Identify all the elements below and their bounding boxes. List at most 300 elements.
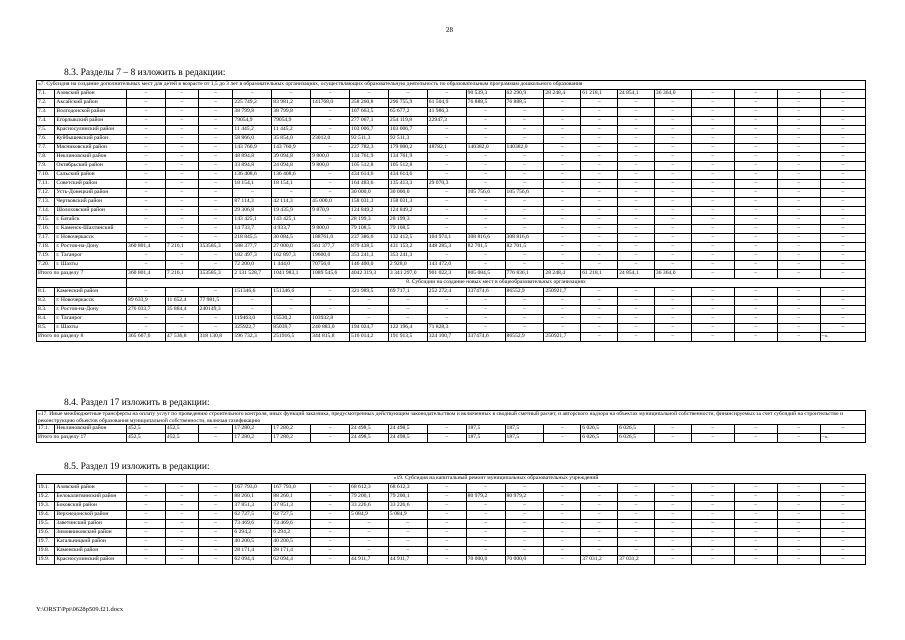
value-cell: – xyxy=(777,234,820,243)
total-value-cell: 28 248,4 xyxy=(544,270,581,279)
value-cell: 72 200,0 xyxy=(233,261,272,270)
value-cell: – xyxy=(198,153,233,162)
value-cell: – xyxy=(820,511,865,520)
value-cell: – xyxy=(691,529,734,538)
value-cell: 9 800,0 xyxy=(311,153,350,162)
value-cell: – xyxy=(691,556,734,565)
section-header-cell: «7. Субсидия на создание дополнительных мест для детей в возрасте от 1,5 до 3 лет в образовательных организациях, осуществляющих образовательную деятельность по образовательным программам дошкольного образования xyxy=(37,81,866,90)
value-cell: – xyxy=(544,493,581,502)
value-cell: – xyxy=(165,153,198,162)
value-cell: – xyxy=(544,520,581,529)
value-cell: 90 539,3 xyxy=(466,90,505,99)
value-cell: – xyxy=(691,99,734,108)
table-section-19 xyxy=(36,474,866,565)
value-cell: – xyxy=(350,90,389,99)
value-cell: – xyxy=(734,90,777,99)
footer-file-path: Y:\ORST\Ppi\0628p509.f21.docx xyxy=(36,606,124,613)
section-header-cell: «19. Субсидия на капитальный ремонт муниципальных образовательных учреждений xyxy=(127,475,866,484)
value-cell: 136 408,6 xyxy=(272,171,311,180)
value-cell: – xyxy=(198,189,233,198)
value-cell: 143 760,9 xyxy=(272,144,311,153)
value-cell: 22947,3 xyxy=(427,117,466,126)
value-cell: – xyxy=(350,315,389,324)
value-cell: 9 870,9 xyxy=(311,207,350,216)
value-cell: 83 981,2 xyxy=(272,99,311,108)
value-cell: – xyxy=(350,520,389,529)
value-cell: – xyxy=(165,126,198,135)
value-cell: – xyxy=(466,117,505,126)
value-cell: – xyxy=(777,529,820,538)
table-row xyxy=(37,216,866,225)
table-row xyxy=(37,520,866,529)
value-cell: – xyxy=(388,306,427,315)
value-cell: – xyxy=(272,90,311,99)
total-value-cell: – xyxy=(777,333,820,342)
row-number-cell: 8.3. xyxy=(37,306,55,315)
row-number-cell: 19.2. xyxy=(37,493,55,502)
value-cell: – xyxy=(777,425,820,434)
total-value-cell: 187,5 xyxy=(505,434,544,443)
value-cell: – xyxy=(820,225,865,234)
value-cell: – xyxy=(544,547,581,556)
value-cell: – xyxy=(581,243,618,252)
value-cell: – xyxy=(581,484,618,493)
territory-name-cell: Егорлыкский район xyxy=(55,117,127,126)
value-cell: – xyxy=(127,324,166,333)
value-cell: – xyxy=(127,99,166,108)
value-cell: – xyxy=(777,502,820,511)
value-cell: 6 294,2 xyxy=(272,529,311,538)
value-cell: 140382,0 xyxy=(466,144,505,153)
value-cell: 337474,6 xyxy=(466,288,505,297)
value-cell: 143 760,9 xyxy=(233,144,272,153)
section-7-header xyxy=(37,81,866,90)
value-cell: 136 408,6 xyxy=(233,171,272,180)
total-value-cell: 47 536,8 xyxy=(165,333,198,342)
value-cell: 158 031,3 xyxy=(350,198,389,207)
value-cell: 158 031,3 xyxy=(388,198,427,207)
value-cell: – xyxy=(777,117,820,126)
row-number-cell: 7.12. xyxy=(37,189,55,198)
value-cell: – xyxy=(618,252,655,261)
value-cell: – xyxy=(691,252,734,261)
table-row xyxy=(37,99,866,108)
section-8-5-heading: 8.5. Раздел 19 изложить в редакции: xyxy=(64,462,210,472)
value-cell: – xyxy=(734,547,777,556)
table-row xyxy=(37,162,866,171)
value-cell: – xyxy=(820,243,865,252)
value-cell: – xyxy=(127,117,166,126)
value-cell: 45 000,0 xyxy=(311,198,350,207)
territory-name-cell: Азовский район xyxy=(55,484,127,493)
value-cell: – xyxy=(388,520,427,529)
value-cell: – xyxy=(734,171,777,180)
value-cell: – xyxy=(581,252,618,261)
value-cell: – xyxy=(198,108,233,117)
value-cell: – xyxy=(820,126,865,135)
value-cell: – xyxy=(198,126,233,135)
value-cell: – xyxy=(691,126,734,135)
value-cell: – xyxy=(691,144,734,153)
value-cell: 27 000,0 xyxy=(272,243,311,252)
value-cell: 6 026,5 xyxy=(581,425,618,434)
value-cell: 18 154,1 xyxy=(272,180,311,189)
value-cell: – xyxy=(466,171,505,180)
total-value-cell: 1041 983,1 xyxy=(272,270,311,279)
value-cell: – xyxy=(581,126,618,135)
row-number-cell: 7.18. xyxy=(37,243,55,252)
value-cell: – xyxy=(820,324,865,333)
value-cell: – xyxy=(165,493,198,502)
value-cell: 276 033,7 xyxy=(127,306,166,315)
value-cell: – xyxy=(691,207,734,216)
value-cell: – xyxy=(581,502,618,511)
table-row xyxy=(37,180,866,189)
value-cell: – xyxy=(654,484,691,493)
value-cell: 24 498,5 xyxy=(350,425,389,434)
total-value-cell: – xyxy=(618,333,655,342)
value-cell: – xyxy=(654,297,691,306)
table-row xyxy=(37,135,866,144)
value-cell: – xyxy=(165,252,198,261)
value-cell: – xyxy=(544,108,581,117)
value-cell: – xyxy=(466,162,505,171)
value-cell: – xyxy=(654,520,691,529)
value-cell: 5 084,9 xyxy=(350,511,389,520)
value-cell: – xyxy=(544,126,581,135)
value-cell: 132 412,5 xyxy=(388,234,427,243)
value-cell: – xyxy=(654,324,691,333)
value-cell: – xyxy=(654,216,691,225)
value-cell: – xyxy=(654,511,691,520)
value-cell: – xyxy=(127,189,166,198)
value-cell: – xyxy=(581,189,618,198)
value-cell: 146 400,0 xyxy=(350,261,389,270)
value-cell: – xyxy=(311,538,350,547)
value-cell: 252 272,4 xyxy=(427,288,466,297)
total-value-cell: 516 014,2 xyxy=(350,333,389,342)
value-cell: 71 828,3 xyxy=(427,324,466,333)
value-cell: 308 816,6 xyxy=(466,234,505,243)
value-cell: 143 425,1 xyxy=(272,216,311,225)
value-cell: – xyxy=(820,189,865,198)
value-cell: – xyxy=(505,538,544,547)
value-cell: – xyxy=(466,198,505,207)
value-cell: – xyxy=(618,529,655,538)
value-cell: – xyxy=(618,126,655,135)
value-cell: 254 119,8 xyxy=(388,117,427,126)
value-cell: 135 413,3 xyxy=(388,180,427,189)
value-cell: – xyxy=(691,198,734,207)
value-cell: 62 094,4 xyxy=(233,556,272,565)
value-cell: 134 761,9 xyxy=(388,153,427,162)
value-cell: – xyxy=(198,529,233,538)
value-cell: – xyxy=(544,216,581,225)
value-cell: – xyxy=(311,511,350,520)
value-cell: – xyxy=(820,425,865,434)
total-row-section-8 xyxy=(37,333,866,342)
value-cell: – xyxy=(505,520,544,529)
value-cell: – xyxy=(127,511,166,520)
table-row xyxy=(37,493,866,502)
table-row xyxy=(37,547,866,556)
value-cell: 167 793,0 xyxy=(233,484,272,493)
value-cell: 37 851,3 xyxy=(233,502,272,511)
value-cell: – xyxy=(505,180,544,189)
value-cell: – xyxy=(618,117,655,126)
value-cell: – xyxy=(777,180,820,189)
total-value-cell: 251916,5 xyxy=(272,333,311,342)
value-cell: 14 733,7 xyxy=(233,225,272,234)
value-cell: – xyxy=(581,306,618,315)
value-cell: – xyxy=(820,556,865,565)
value-cell: – xyxy=(820,493,865,502)
row-number-cell: 8.4. xyxy=(37,315,55,324)
value-cell: 325922,7 xyxy=(233,324,272,333)
value-cell: – xyxy=(466,126,505,135)
value-cell: – xyxy=(544,511,581,520)
value-cell: 44 911,7 xyxy=(350,556,389,565)
value-cell: 134 761,9 xyxy=(350,153,389,162)
value-cell: – xyxy=(165,117,198,126)
territory-name-cell: Верхнедонской район xyxy=(55,511,127,520)
value-cell: – xyxy=(777,144,820,153)
value-cell: – xyxy=(466,216,505,225)
value-cell: – xyxy=(165,198,198,207)
section-8-3-heading: 8.3. Разделы 7 – 8 изложить в редакции: xyxy=(64,68,226,78)
value-cell: – xyxy=(581,225,618,234)
value-cell: – xyxy=(618,198,655,207)
total-value-cell: – xyxy=(654,333,691,342)
value-cell: 122 196,4 xyxy=(388,324,427,333)
value-cell: 88 260,1 xyxy=(233,493,272,502)
value-cell: – xyxy=(311,171,350,180)
row-number-cell: 19.1. xyxy=(37,484,55,493)
value-cell: – xyxy=(581,315,618,324)
value-cell: – xyxy=(198,90,233,99)
total-value-cell: – xyxy=(734,270,777,279)
territory-name-cell: Аксайский район xyxy=(55,99,127,108)
value-cell: – xyxy=(820,547,865,556)
value-cell: – xyxy=(691,547,734,556)
row-number-cell: 7.2. xyxy=(37,99,55,108)
value-cell: 28 248,4 xyxy=(544,90,581,99)
value-cell: – xyxy=(165,180,198,189)
row-number-cell: 19.9. xyxy=(37,556,55,565)
value-cell: – xyxy=(691,297,734,306)
value-cell: – xyxy=(165,225,198,234)
value-cell: – xyxy=(198,511,233,520)
value-cell: – xyxy=(581,288,618,297)
table-row xyxy=(37,252,866,261)
value-cell: 19600,0 xyxy=(311,252,350,261)
value-cell: 143 472,0 xyxy=(427,261,466,270)
value-cell: 62 727,5 xyxy=(233,511,272,520)
table-row xyxy=(37,484,866,493)
value-cell: – xyxy=(505,529,544,538)
value-cell: – xyxy=(654,198,691,207)
total-value-cell: 365 667,6 xyxy=(127,333,166,342)
value-cell: 179 000,2 xyxy=(388,144,427,153)
row-number-cell: 7.7. xyxy=(37,144,55,153)
territory-name-cell: Каменский район xyxy=(55,547,127,556)
value-cell: – xyxy=(466,484,505,493)
value-cell: – xyxy=(427,225,466,234)
value-cell: 61 218,1 xyxy=(581,90,618,99)
total-value-cell: 24 498,5 xyxy=(350,434,389,443)
total-value-cell: 6 026,5 xyxy=(618,434,655,443)
territory-name-cell: Красносулинский район xyxy=(55,556,127,565)
value-cell: – xyxy=(777,135,820,144)
value-cell: 62 290,9 xyxy=(505,90,544,99)
value-cell: 48 894,8 xyxy=(233,153,272,162)
value-cell: 151346,6 xyxy=(272,288,311,297)
value-cell: – xyxy=(165,108,198,117)
value-cell: – xyxy=(198,261,233,270)
value-cell: – xyxy=(734,252,777,261)
value-cell: – xyxy=(820,502,865,511)
value-cell: – xyxy=(654,288,691,297)
value-cell: – xyxy=(654,171,691,180)
table-row xyxy=(37,511,866,520)
value-cell: 33 226,6 xyxy=(388,502,427,511)
value-cell: – xyxy=(734,484,777,493)
value-cell: – xyxy=(427,547,466,556)
value-cell: 151346,6 xyxy=(233,288,272,297)
value-cell: – xyxy=(505,324,544,333)
section-header-cell: «17. Иные межбюджетные трансферты на оплату услуг по проведению строительного контроля, иных функций заказчика, предусмотренных действующим законодательством и включенных в сводный сметный расчет, и авторского надзора на объектах муниципальной собственности, финансируемых за счет субсидий на строительство и реконструкцию объектов образования муниципальной собственности, включая газификацию xyxy=(37,411,866,425)
value-cell: – xyxy=(734,529,777,538)
value-cell: – xyxy=(311,216,350,225)
value-cell: – xyxy=(618,324,655,333)
value-cell: – xyxy=(350,297,389,306)
value-cell: – xyxy=(466,135,505,144)
value-cell: – xyxy=(272,189,311,198)
value-cell: – xyxy=(466,108,505,117)
value-cell: – xyxy=(165,538,198,547)
value-cell: 188761,0 xyxy=(311,234,350,243)
value-cell: – xyxy=(505,315,544,324)
total-value-cell: – xyxy=(311,434,350,443)
total-value-cell: 24 854,1 xyxy=(618,270,655,279)
value-cell: – xyxy=(198,225,233,234)
value-cell: – xyxy=(544,297,581,306)
total-row-section-17 xyxy=(37,434,866,443)
row-number-cell: 8.5. xyxy=(37,324,55,333)
value-cell: – xyxy=(777,171,820,180)
value-cell: – xyxy=(544,234,581,243)
value-cell: 143 425,1 xyxy=(233,216,272,225)
value-cell: – xyxy=(820,538,865,547)
value-cell: – xyxy=(618,207,655,216)
value-cell: 41 986,3 xyxy=(427,108,466,117)
value-cell: – xyxy=(427,198,466,207)
value-cell: – xyxy=(165,324,198,333)
value-cell: 36 364,0 xyxy=(654,90,691,99)
territory-name-cell: Чертковский район xyxy=(55,198,127,207)
value-cell: – xyxy=(581,216,618,225)
value-cell: – xyxy=(388,538,427,547)
value-cell: 250921,7 xyxy=(544,288,581,297)
value-cell: – xyxy=(777,126,820,135)
value-cell: 79 108,5 xyxy=(350,225,389,234)
value-cell: 167 793,0 xyxy=(272,484,311,493)
value-cell: – xyxy=(654,493,691,502)
value-cell: – xyxy=(198,493,233,502)
value-cell: – xyxy=(691,306,734,315)
value-cell: – xyxy=(165,556,198,565)
value-cell: 87 114,3 xyxy=(233,198,272,207)
value-cell: – xyxy=(165,207,198,216)
value-cell: – xyxy=(691,153,734,162)
value-cell: – xyxy=(311,90,350,99)
value-cell: – xyxy=(127,556,166,565)
value-cell: – xyxy=(820,153,865,162)
value-cell: – xyxy=(654,153,691,162)
territory-name-cell: Усть-Донецкий район xyxy=(55,189,127,198)
value-cell: – xyxy=(618,153,655,162)
value-cell: – xyxy=(734,243,777,252)
value-cell: 28 199,3 xyxy=(350,216,389,225)
value-cell: – xyxy=(734,117,777,126)
value-cell: – xyxy=(165,144,198,153)
value-cell: – xyxy=(618,315,655,324)
value-cell: – xyxy=(544,306,581,315)
value-cell: – xyxy=(581,162,618,171)
value-cell: 77 981,5 xyxy=(198,297,233,306)
value-cell: – xyxy=(165,520,198,529)
value-cell: 89 633,9 xyxy=(127,297,166,306)
value-cell: 164 483,6 xyxy=(350,180,389,189)
value-cell: 38 799,8 xyxy=(233,108,272,117)
value-cell: 70 000,0 xyxy=(466,556,505,565)
table-row xyxy=(37,425,866,434)
table-row xyxy=(37,189,866,198)
value-cell: – xyxy=(777,538,820,547)
value-cell: – xyxy=(581,547,618,556)
value-cell: – xyxy=(311,180,350,189)
value-cell: – xyxy=(466,207,505,216)
value-cell: 452,5 xyxy=(165,425,198,434)
value-cell: 7 216,1 xyxy=(165,243,198,252)
value-cell: 33 226,6 xyxy=(350,502,389,511)
total-value-cell: – xyxy=(734,434,777,443)
value-cell: – xyxy=(466,502,505,511)
territory-name-cell: Советский район xyxy=(55,180,127,189)
section-8-header xyxy=(37,279,866,288)
value-cell: – xyxy=(654,261,691,270)
value-cell: – xyxy=(777,297,820,306)
value-cell: – xyxy=(165,502,198,511)
territory-name-cell: г. Шахты xyxy=(55,261,127,270)
value-cell: – xyxy=(427,502,466,511)
value-cell: – xyxy=(427,135,466,144)
value-cell: – xyxy=(544,153,581,162)
value-cell: – xyxy=(505,297,544,306)
value-cell: – xyxy=(777,99,820,108)
value-cell: – xyxy=(581,234,618,243)
value-cell: – xyxy=(734,511,777,520)
value-cell: – xyxy=(691,425,734,434)
table-section-17 xyxy=(36,410,866,443)
value-cell: – xyxy=(654,225,691,234)
value-cell: – xyxy=(505,126,544,135)
value-cell: – xyxy=(691,243,734,252)
value-cell: – xyxy=(581,529,618,538)
value-cell: 70756,0 xyxy=(311,261,350,270)
value-cell: – xyxy=(581,538,618,547)
value-cell: – xyxy=(311,502,350,511)
